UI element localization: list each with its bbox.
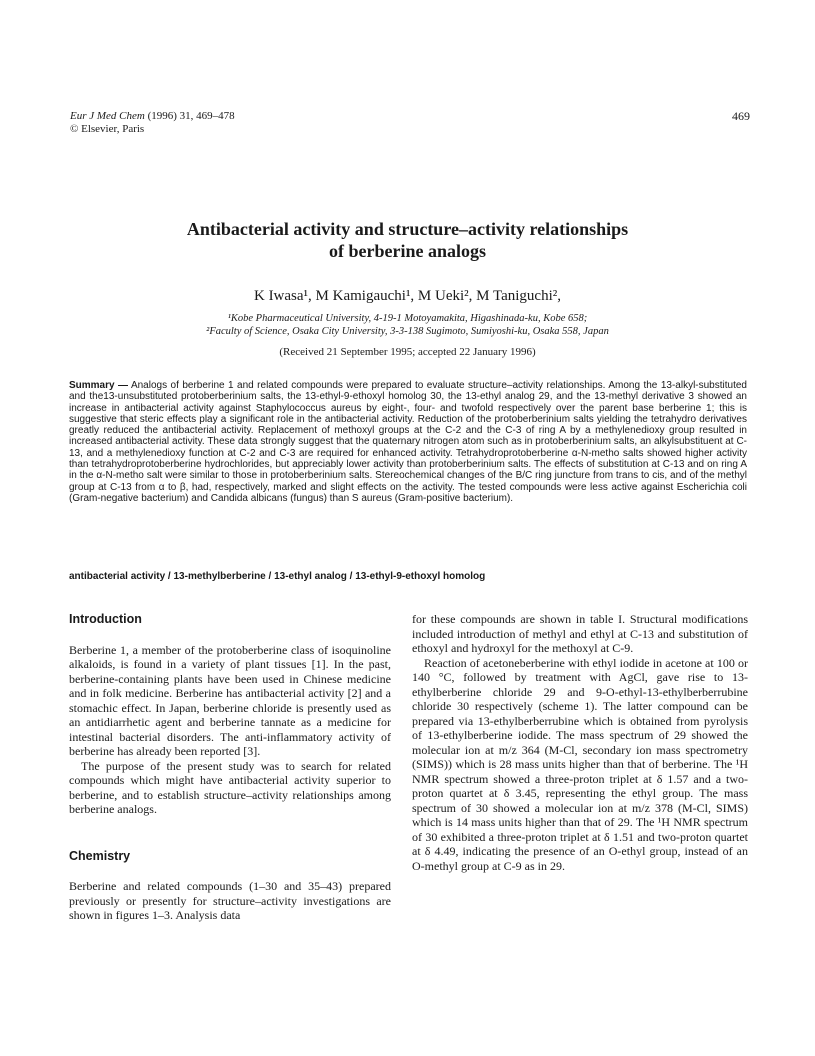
- publisher: © Elsevier, Paris: [70, 123, 145, 135]
- summary-label: Summary —: [69, 380, 129, 391]
- journal-name: Eur J Med Chem: [70, 110, 145, 122]
- abstract: [69, 380, 747, 504]
- page-number: 469: [732, 109, 750, 123]
- right-paragraph-1: for these compounds are shown in table I. Structural modifications included introduction of methyl and ethyl at C-13 and substitution of ethoxyl and hydroxyl for the methoxyl at C-9.: [412, 612, 748, 655]
- page-header: [70, 110, 750, 136]
- title-line-2: of berberine analogs: [329, 241, 486, 261]
- authors: K Iwasa¹, M Kamigauchi¹, M Ueki², M Taniguchi²,: [253, 288, 562, 304]
- summary-text: Analogs of berberine 1 and related compounds were prepared to evaluate structure–activity relationships. Among the 13-alkyl-substituted and the13-unsubstituted protoberberinium salts, the 13-ethyl-9-ethoxyl homolog 30, the 13-ethyl analog 29, and the 13-methyl derivative 3 showed an increase in antibacterial activity against Staphylococcus aureus by eight-, four- and twofold respectively over the parent base berberine 1; this is suggestive that steric effects play a significant role in the antibacterial activity. Reduction of the protoberberinium salts yielding the tetrahydro derivatives greatly reduced the antibacterial activity. Replacement of methoxyl groups at the C-2 and the C-3 of ring A by a methylenedioxy group resulted in increased antibacterial activity. These data strongly suggest that the quaternary nitrogen atom such as in protoberberinium salts, an alkylsubstituent at C-13, and a methylenedioxy function at C-2 and C-3 are required for enhanced activity. Tetrahydroprotoberberine α-N-metho salts showed higher activity than tetrahydroprotoberberine hydrochlorides, but appreciably lower activity than protoberberinium salts. The effects of substitution at C-13 and on ring A in the α-N-metho salt were similar to those in protoberberinium salts. Stereochemical changes of the B/C ring juncture from trans to cis, and of the methyl group at C-13 from α to β, had, respectively, marked and slight effects on the activity. The tested compounds were less active against Escherichia coli (Gram-negative bacterium) and Candida albicans (fungus) than S aureus (Gram-positive bacterium).: [69, 380, 747, 504]
- title-line-1: Antibacterial activity and structure–activity relationships: [186, 219, 629, 239]
- affiliation-2: ²Faculty of Science, Osaka City University, 3-3-138 Sugimoto, Sumiyoshi-ku, Osaka 558, Japan: [206, 326, 609, 337]
- intro-paragraph-1: Berberine 1, a member of the protoberberine class of isoquinoline alkaloids, is found in a variety of plant tissues [1]. In the past, berberine-containing plants have been used in Chinese medicine and in folk medicine. Berberine has antibacterial activity [2] and a stomachic effect. In Japan, berberine chloride is presently used as an antidiarrhetic agent and berberine tannate as a medicine for intestinal bacterial disorders. The anti-inflammatory activity of berberine has already been reported [3].: [69, 642, 391, 758]
- chemistry-heading: Chemistry: [69, 848, 131, 863]
- right-column: [412, 612, 748, 873]
- article-title: [120, 218, 695, 262]
- keywords: antibacterial activity / 13-methylberberine / 13-ethyl analog / 13-ethyl-9-ethoxyl homolog: [69, 571, 486, 582]
- affiliations: [100, 312, 715, 338]
- introduction-heading: Introduction: [69, 612, 142, 626]
- chemistry-paragraph-1: Berberine and related compounds (1–30 and 35–43) prepared previously or presently for structure–activity investigations are shown in figures 1–3. Analysis data: [69, 879, 391, 922]
- intro-paragraph-2: The purpose of the present study was to search for related compounds which might have antibacterial activity superior to berberine, and to establish structure–activity relationships among berberine analogs.: [69, 758, 391, 816]
- received-dates: (Received 21 September 1995; accepted 22 January 1996): [279, 346, 536, 358]
- journal-citation: [70, 110, 750, 123]
- left-column: [69, 612, 391, 923]
- citation: (1996) 31, 469–478: [147, 110, 235, 122]
- right-paragraph-2: Reaction of acetoneberberine with ethyl iodide in acetone at 100 or 140 °C, followed by treatment with AgCl, gave rise to 13-ethylberberine chloride 29 and 9-O-ethyl-13-ethylberberrubine chloride 30 respectively (scheme 1). The latter compound can be prepared via 13-ethylberberrubine which is obtained from pyrolysis of 13-ethylberberine iodide. The mass spectrum of 29 showed the molecular ion at m/z 364 (M-Cl, secondary ion mass spectrometry (SIMS)) which is 28 mass units higher than that of berberine. The ¹H NMR spectrum showed a three-proton triplet at δ 1.57 and a two-proton quartet at δ 3.45, representing the ethyl group. The mass spectrum of 30 showed a molecular ion at m/z 378 (M-Cl, SIMS) which is 14 mass units higher than that of 29. The ¹H NMR spectrum of 30 exhibited a three-proton triplet at δ 1.51 and two-proton quartet at δ 4.49, indicating the presence of an O-ethyl group, instead of an O-methyl group at C-9 as in 29.: [412, 655, 748, 873]
- affiliation-1: ¹Kobe Pharmaceutical University, 4-19-1 Motoyamakita, Higashinada-ku, Kobe 658;: [227, 313, 588, 324]
